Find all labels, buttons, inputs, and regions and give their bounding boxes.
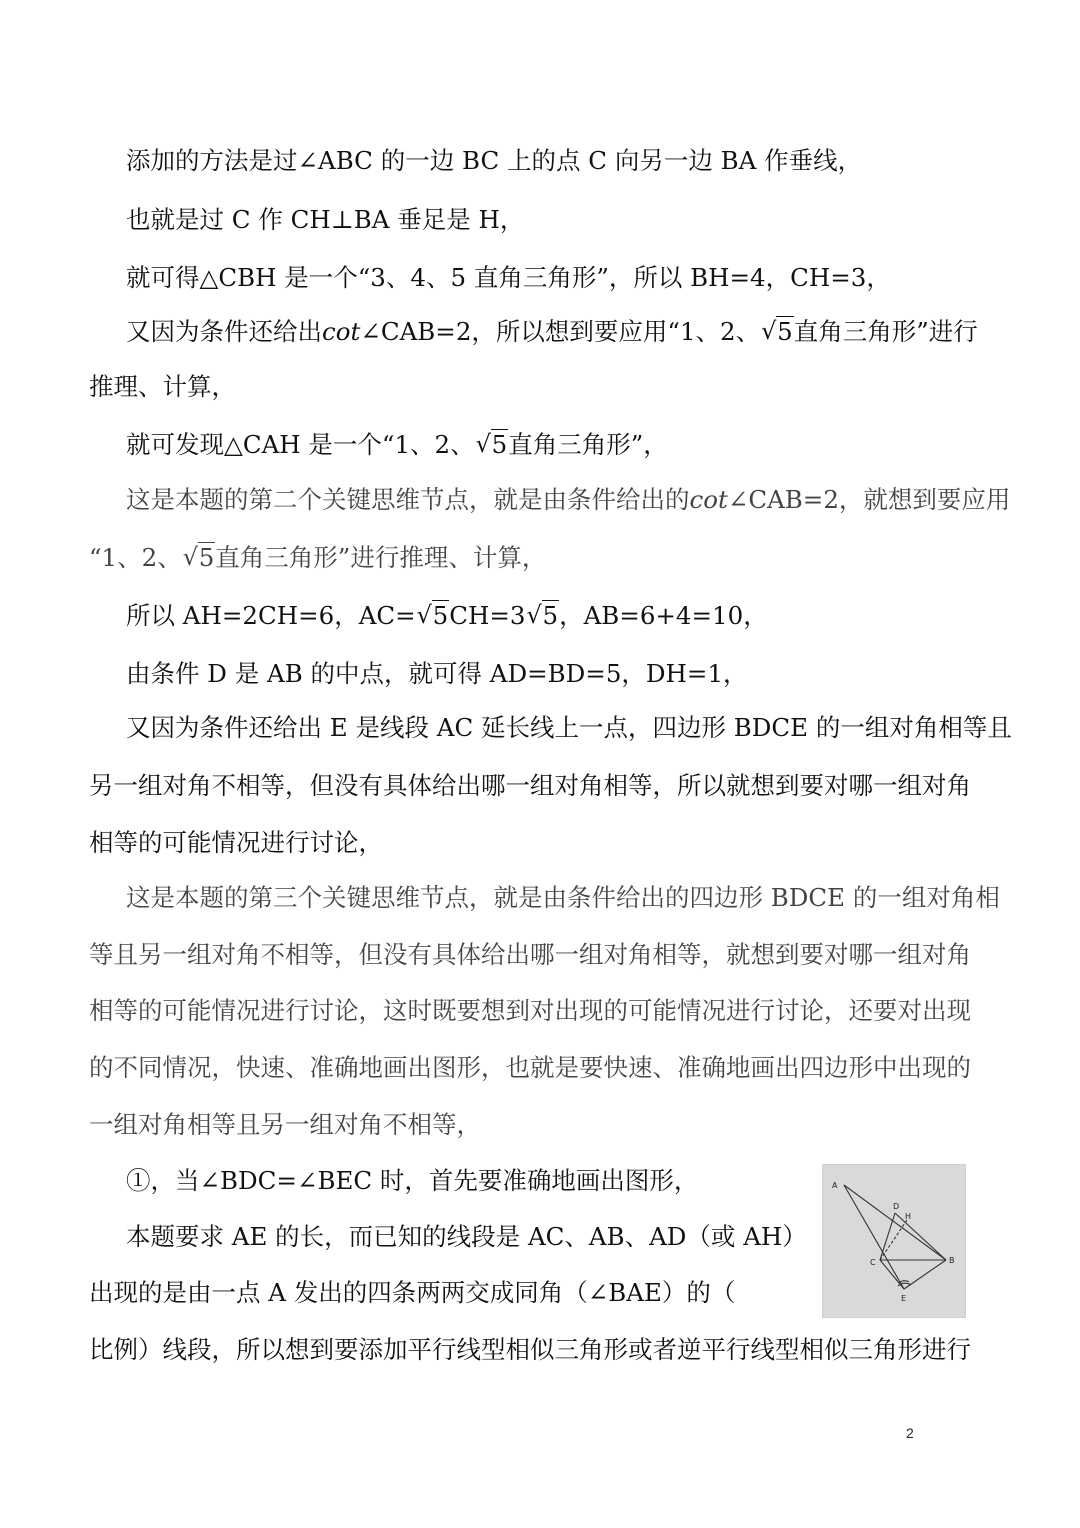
text-run: 这是本题的第二个关键思维节点，就是由条件给出的 xyxy=(126,485,690,514)
sqrt-symbol: √ 5 xyxy=(761,316,794,348)
paragraph-line: 的不同情况，快速、准确地画出图形，也就是要快速、准确地画出四边形中出现的 xyxy=(89,1053,971,1082)
paragraph-line: 推理、计算， xyxy=(89,372,236,401)
paragraph-line: 也就是过 C 作 CH⊥BA 垂足是 H， xyxy=(126,205,525,234)
figure-label-h: H xyxy=(905,1212,912,1221)
paragraph-line: 本题要求 AE 的长，而已知的线段是 AC、AB、AD（或 AH） xyxy=(126,1222,807,1251)
figure-label-c: C xyxy=(870,1258,876,1267)
paragraph-line xyxy=(126,484,1010,516)
paragraph-line: 由条件 D 是 AB 的中点，就可得 AD=BD=5，DH=1， xyxy=(126,659,748,688)
paragraph-line: 比例）线段，所以想到要添加平行线型相似三角形或者逆平行线型相似三角形进行 xyxy=(89,1335,971,1364)
cot-symbol: cot xyxy=(689,485,728,514)
page-number: 2 xyxy=(906,1425,914,1441)
figure-label-e: E xyxy=(901,1294,907,1303)
text-run: 就可发现△CAH 是一个“1、2、 xyxy=(126,430,475,459)
paragraph-line: 添加的方法是过∠ABC 的一边 BC 上的点 C 向另一边 BA 作垂线， xyxy=(126,146,863,175)
geometry-figure xyxy=(822,1164,966,1318)
paragraph-line: 就可得△CBH 是一个“3、4、5 直角三角形”，所以 BH=4，CH=3， xyxy=(126,263,891,292)
figure-label-b: B xyxy=(949,1256,955,1265)
paragraph-line: 相等的可能情况进行讨论， xyxy=(89,828,383,857)
text-run: 所以 AH=2CH=6，AC= xyxy=(126,601,416,630)
paragraph-line xyxy=(126,600,768,632)
sqrt-symbol: √ 5 xyxy=(527,600,560,632)
paragraph-line: 这是本题的第三个关键思维节点，就是由条件给出的四边形 BDCE 的一组对角相 xyxy=(126,883,1000,912)
text-run: CH=3 xyxy=(449,601,526,630)
paragraph-line: 另一组对角不相等，但没有具体给出哪一组对角相等，所以就想到要对哪一组对角 xyxy=(89,771,971,800)
text-run: ∠CAB=2，就想到要应用 xyxy=(727,485,1011,514)
paragraph-line xyxy=(126,429,668,461)
paragraph-line: 又因为条件还给出 E 是线段 AC 延长线上一点，四边形 BDCE 的一组对角相等且 xyxy=(126,713,1012,742)
paragraph-line: ①，当∠BDC=∠BEC 时，首先要准确地画出图形， xyxy=(126,1166,699,1195)
paragraph-line xyxy=(126,316,978,348)
text-run: 直角三角形”进行推理、计算， xyxy=(215,543,547,572)
text-run: 又因为条件还给出 xyxy=(126,317,322,346)
cot-symbol: cot xyxy=(322,317,361,346)
sqrt-symbol: √ 5 xyxy=(417,600,450,632)
text-run: 直角三角形”， xyxy=(508,430,668,459)
text-run: “1、2、 xyxy=(89,543,182,572)
paragraph-line xyxy=(89,542,546,574)
paragraph-line: 出现的是由一点 A 发出的四条两两交成同角（∠BAE）的（ xyxy=(89,1278,736,1307)
text-run: 直角三角形”进行 xyxy=(793,317,978,346)
sqrt-symbol: √ 5 xyxy=(476,429,509,461)
paragraph-line: 等且另一组对角不相等，但没有具体给出哪一组对角相等，就想到要对哪一组对角 xyxy=(89,940,971,969)
sqrt-symbol: √ 5 xyxy=(183,542,216,574)
text-run: ∠CAB=2，所以想到要应用“1、2、 xyxy=(360,317,761,346)
paragraph-line: 一组对角相等且另一组对角不相等， xyxy=(89,1110,481,1139)
figure-label-a: A xyxy=(832,1181,838,1190)
text-run: ，AB=6+4=10， xyxy=(559,601,768,630)
paragraph-line: 相等的可能情况进行讨论，这时既要想到对出现的可能情况进行讨论，还要对出现 xyxy=(89,996,971,1025)
figure-label-d: D xyxy=(893,1202,900,1211)
